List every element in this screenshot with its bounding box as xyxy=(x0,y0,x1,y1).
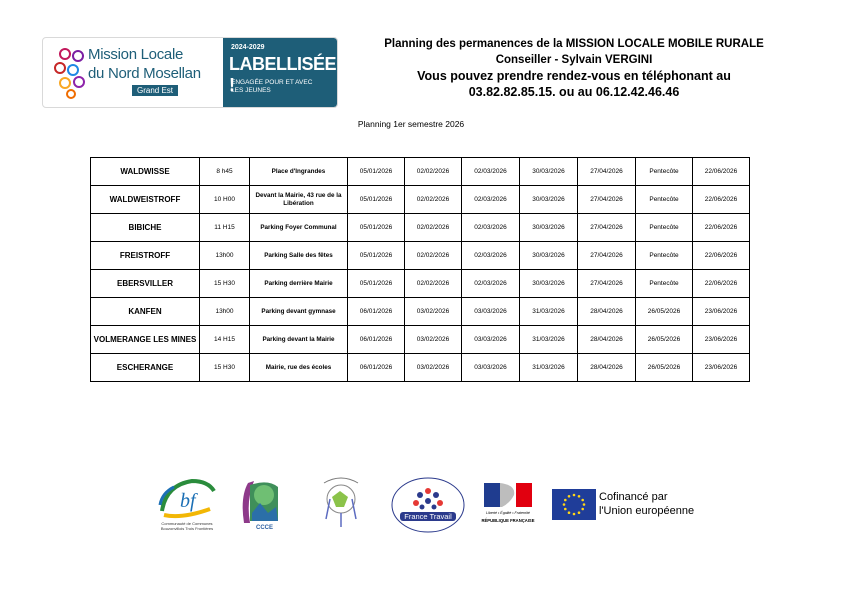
cell-date-4: 31/03/2026 xyxy=(520,298,578,326)
ccbf-emblem-icon xyxy=(152,475,222,521)
cell-date-7: 22/06/2026 xyxy=(693,186,750,214)
cell-time: 14 H15 xyxy=(200,326,250,354)
header-title: Planning des permanences de la MISSION LOCALE MOBILE RURALE xyxy=(384,38,764,50)
cell-time: 8 h45 xyxy=(200,158,250,186)
cell-date-3: 03/03/2026 xyxy=(462,326,520,354)
cell-date-6: Pentecôte xyxy=(636,158,693,186)
table-row xyxy=(91,186,750,214)
cccf-emblem-icon xyxy=(238,477,282,525)
cell-date-6: Pentecôte xyxy=(636,270,693,298)
logo-name-block xyxy=(43,38,223,107)
cell-date-7: 22/06/2026 xyxy=(693,270,750,298)
cell-date-1: 06/01/2026 xyxy=(348,298,405,326)
cell-date-5: 28/04/2026 xyxy=(578,298,636,326)
schedule-table xyxy=(90,157,750,382)
cell-date-6: Pentecôte xyxy=(636,186,693,214)
cell-date-1: 06/01/2026 xyxy=(348,354,405,382)
cell-time: 11 H15 xyxy=(200,214,250,242)
cell-time: 13h00 xyxy=(200,242,250,270)
ccbf-caption-line1: Communauté de Communes xyxy=(161,521,213,526)
rf-name: RÉPUBLIQUE FRANÇAISE xyxy=(481,518,535,523)
cell-date-4: 30/03/2026 xyxy=(520,270,578,298)
cell-date-4: 30/03/2026 xyxy=(520,158,578,186)
cell-date-2: 02/02/2026 xyxy=(405,158,462,186)
cell-date-4: 31/03/2026 xyxy=(520,326,578,354)
cell-date-4: 30/03/2026 xyxy=(520,242,578,270)
header-advisor: Conseiller - Sylvain VERGINI xyxy=(495,54,653,66)
cell-date-6: 26/05/2026 xyxy=(636,298,693,326)
cell-time: 10 H00 xyxy=(200,186,250,214)
table-row xyxy=(91,298,750,326)
marianne-icon xyxy=(480,481,536,509)
commune-logo xyxy=(318,473,364,531)
cell-date-1: 05/01/2026 xyxy=(348,158,405,186)
cell-date-2: 03/02/2026 xyxy=(405,326,462,354)
cell-date-1: 05/01/2026 xyxy=(348,214,405,242)
cell-town: WALDWEISTROFF xyxy=(91,186,200,214)
cell-date-5: 27/04/2026 xyxy=(578,242,636,270)
cell-date-4: 30/03/2026 xyxy=(520,214,578,242)
cell-date-2: 02/02/2026 xyxy=(405,270,462,298)
logo-name-line2: du Nord Mosellan xyxy=(88,65,201,82)
cell-date-4: 30/03/2026 xyxy=(520,186,578,214)
cell-time: 13h00 xyxy=(200,298,250,326)
cell-date-1: 05/01/2026 xyxy=(348,242,405,270)
cell-date-3: 02/03/2026 xyxy=(462,158,520,186)
cell-date-7: 22/06/2026 xyxy=(693,242,750,270)
cell-date-1: 05/01/2026 xyxy=(348,186,405,214)
cell-town: KANFEN xyxy=(91,298,200,326)
cell-date-7: 22/06/2026 xyxy=(693,158,750,186)
table-row xyxy=(91,270,750,298)
cell-date-6: Pentecôte xyxy=(636,242,693,270)
header-appointment: Vous pouvez prendre rendez-vous en téléphonant au xyxy=(417,69,731,83)
cell-place: Devant la Mairie, 43 rue de la Libération xyxy=(250,186,348,214)
header-phones: 03.82.82.85.15. ou au 06.12.42.46.46 xyxy=(468,85,680,99)
cell-date-5: 27/04/2026 xyxy=(578,186,636,214)
rf-motto: Liberté • Égalité • Fraternité xyxy=(486,511,530,515)
cell-town: VOLMERANGE LES MINES xyxy=(91,326,200,354)
cell-date-5: 28/04/2026 xyxy=(578,326,636,354)
cell-date-3: 02/03/2026 xyxy=(462,186,520,214)
cell-date-7: 23/06/2026 xyxy=(693,326,750,354)
mission-locale-logo xyxy=(42,37,338,108)
ccbf-logo xyxy=(152,475,222,533)
rings-icon xyxy=(51,44,87,100)
label-badge xyxy=(223,38,337,107)
label-years: 2024-2029 xyxy=(231,44,265,51)
cell-place: Parking Foyer Communal xyxy=(250,214,348,242)
cell-date-5: 27/04/2026 xyxy=(578,214,636,242)
republique-francaise-logo xyxy=(480,481,536,531)
cell-date-3: 02/03/2026 xyxy=(462,242,520,270)
cell-date-3: 02/03/2026 xyxy=(462,214,520,242)
logo-region: Grand Est xyxy=(132,85,178,96)
cell-date-2: 02/02/2026 xyxy=(405,186,462,214)
logo-name-line1: Mission Locale xyxy=(88,46,184,63)
cccf-logo xyxy=(238,477,282,533)
cell-date-1: 06/01/2026 xyxy=(348,326,405,354)
cell-town: EBERSVILLER xyxy=(91,270,200,298)
table-row xyxy=(91,214,750,242)
cell-place: Parking derrière Mairie xyxy=(250,270,348,298)
cell-date-5: 27/04/2026 xyxy=(578,270,636,298)
france-travail-text: France Travail xyxy=(400,512,456,521)
cell-date-3: 03/03/2026 xyxy=(462,298,520,326)
cell-town: WALDWISSE xyxy=(91,158,200,186)
cell-date-6: 26/05/2026 xyxy=(636,354,693,382)
cell-place: Parking devant la Mairie xyxy=(250,326,348,354)
eu-cofunding-logo xyxy=(552,489,702,523)
cell-date-5: 28/04/2026 xyxy=(578,354,636,382)
cell-date-7: 22/06/2026 xyxy=(693,214,750,242)
cell-date-7: 23/06/2026 xyxy=(693,354,750,382)
cell-time: 15 H30 xyxy=(200,270,250,298)
svg-text:bf: bf xyxy=(180,490,196,512)
cell-date-6: Pentecôte xyxy=(636,214,693,242)
table-row xyxy=(91,354,750,382)
cell-date-3: 02/03/2026 xyxy=(462,270,520,298)
cell-place: Parking Salle des fêtes xyxy=(250,242,348,270)
cccf-label: CCCE xyxy=(256,525,274,531)
cell-date-1: 05/01/2026 xyxy=(348,270,405,298)
france-travail-logo xyxy=(390,477,466,533)
cell-date-2: 02/02/2026 xyxy=(405,242,462,270)
france-travail-emblem-icon xyxy=(390,477,466,533)
cell-place: Mairie, rue des écoles xyxy=(250,354,348,382)
ccbf-caption-line2: Bouzonvillois Trois Frontières xyxy=(160,526,214,531)
cell-town: BIBICHE xyxy=(91,214,200,242)
cell-town: ESCHERANGE xyxy=(91,354,200,382)
eu-text-line2: l'Union européenne xyxy=(599,505,695,517)
label-tagline1: ENGAGÉE POUR ET AVEC xyxy=(231,79,313,86)
commune-emblem-icon xyxy=(318,473,364,531)
cell-date-4: 31/03/2026 xyxy=(520,354,578,382)
eu-text-line1: Cofinancé par xyxy=(599,491,668,503)
france-travail-label xyxy=(390,513,466,521)
cell-date-2: 02/02/2026 xyxy=(405,214,462,242)
label-tagline2: LES JEUNES xyxy=(231,87,271,94)
cell-date-7: 23/06/2026 xyxy=(693,298,750,326)
eu-flag-icon xyxy=(552,489,596,520)
cell-place: Place d'Ingrandes xyxy=(250,158,348,186)
cell-time: 15 H30 xyxy=(200,354,250,382)
cell-date-6: 26/05/2026 xyxy=(636,326,693,354)
semester-label: Planning 1er semestre 2026 xyxy=(357,119,465,129)
cell-place: Parking devant gymnase xyxy=(250,298,348,326)
cell-date-2: 03/02/2026 xyxy=(405,354,462,382)
cell-date-2: 03/02/2026 xyxy=(405,298,462,326)
cell-date-3: 03/03/2026 xyxy=(462,354,520,382)
label-word: LABELLISÉE ! xyxy=(229,54,337,95)
cell-date-5: 27/04/2026 xyxy=(578,158,636,186)
table-row xyxy=(91,326,750,354)
table-row xyxy=(91,242,750,270)
cell-town: FREISTROFF xyxy=(91,242,200,270)
table-row xyxy=(91,158,750,186)
